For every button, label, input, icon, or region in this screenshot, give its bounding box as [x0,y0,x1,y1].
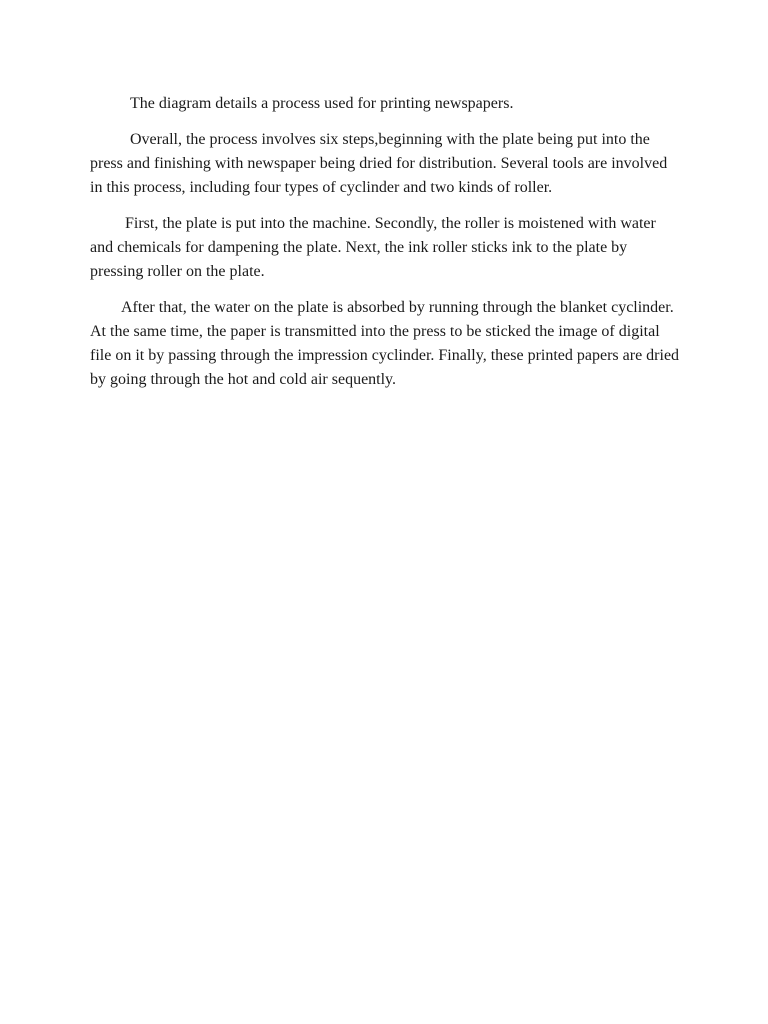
paragraph-overview: Overall, the process involves six steps,beginning with the plate being put into the press and finishing with newspaper being dried for distribution. Several tools are involved in this process, including four types of cyclinder and two kinds of roller. [90,131,668,196]
paragraph-steps-first: First, the plate is put into the machine. Secondly, the roller is moistened with water and chemicals for dampening the plate. Next, the ink roller sticks ink to the plate by pressing roller on the plate. [90,215,656,280]
paragraph-intro: The diagram details a process used for printing newspapers. [130,95,514,112]
paragraph-steps-final: After that, the water on the plate is absorbed by running through the blanket cyclinder. At the same time, the paper is transmitted into the press to be sticked the image of digital file on it by passing through the impression cyclinder. Finally, these printed papers are dried by going through the hot and cold air sequently. [90,299,680,388]
document-body [90,92,682,404]
